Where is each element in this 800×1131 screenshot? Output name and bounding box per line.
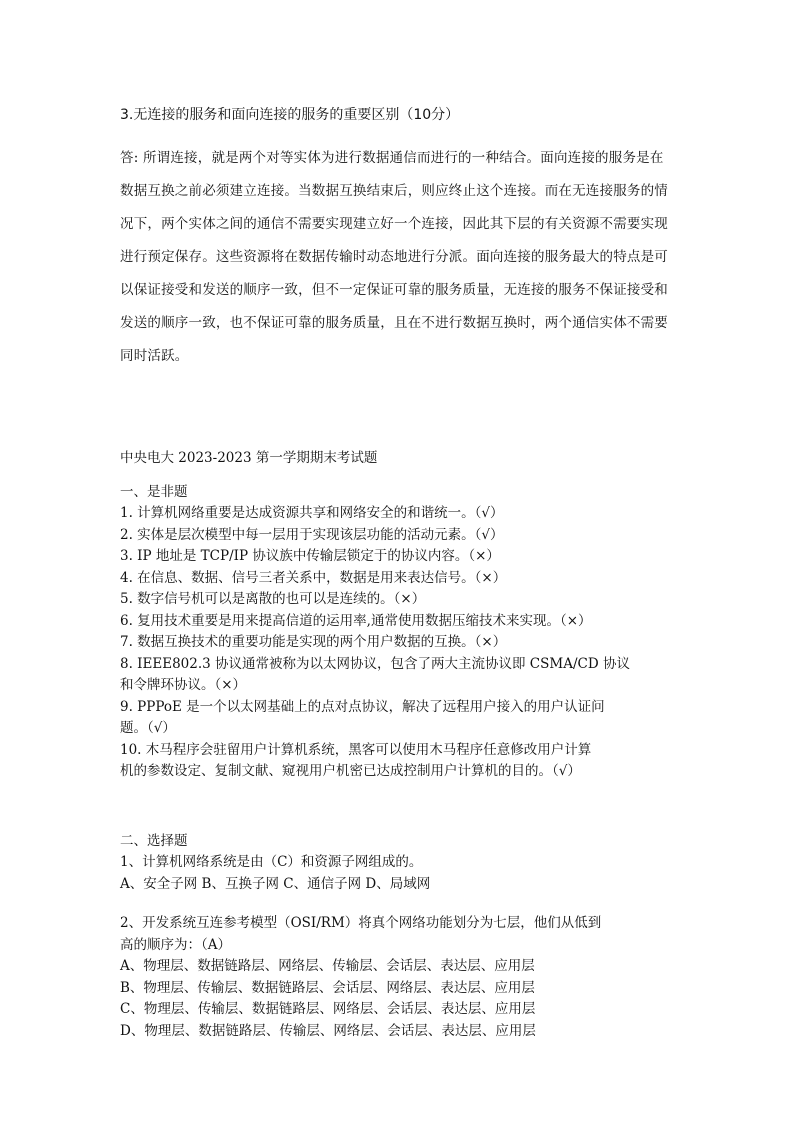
multiple-choice-heading: 二、选择题 (120, 832, 188, 849)
tf-item: 1. 计算机网络重要是达成资源共享和网络安全的和谐统一。（√） (120, 505, 504, 521)
tf-item: 8. IEEE802.3 协议通常被称为以太网协议，包含了两大主流协议即 CSMA/CD 协议 (120, 655, 630, 672)
question-2-option: A、物理层、数据链路层、网络层、传输层、会话层、表达层、应用层 (120, 958, 535, 974)
answer-line: 进行预定保存。这些资源将在数据传输时动态地进行分派。面向连接的服务最大的特点是可 (120, 249, 668, 265)
tf-item: 机的参数设定、复制文献、窥视用户机密已达成控制用户计算机的目的。（√） (120, 763, 581, 779)
answer-line: 发送的顺序一致，也不保证可靠的服务质量，且在不进行数据互换时，两个通信实体不需要 (120, 315, 668, 331)
exam-section (120, 448, 685, 1042)
true-false-heading: 一、是非题 (120, 483, 188, 500)
question-2-option: D、物理层、数据链路层、传输层、网络层、会话层、表达层、应用层 (120, 1022, 536, 1039)
tf-item: 6. 复用技术重要是用来提高信道的运用率,通常使用数据压缩技术来实现。（×） (120, 612, 592, 629)
tf-item: 2. 实体是层次模型中每一层用于实现该层功能的活动元素。（√） (120, 526, 504, 543)
answer-line: 数据互换之前必须建立连接。当数据互换结束后，则应终止这个连接。而在无连接服务的情 (120, 183, 668, 199)
tf-item: 7. 数据互换技术的重要功能是实现的两个用户数据的互换。（×） (120, 634, 507, 650)
question-2-text: 2、开发系统互连参考模型（OSI/RM）将真个网络功能划分为七层，他们从低到 (120, 915, 602, 931)
spacer (120, 783, 685, 831)
answer-line: 况下，两个实体之间的通信不需要实现建立好一个连接，因此其下层的有关资源不需要实现 (120, 216, 668, 232)
question-2-option: B、物理层、传输层、数据链路层、会话层、网络层、表达层、应用层 (120, 979, 535, 996)
tf-item: 5. 数字信号机可以是离散的也可以是连续的。（×） (120, 591, 426, 607)
tf-item: 和令牌环协议。（×） (120, 677, 247, 693)
section-3-title: 3.无连接的服务和面向连接的服务的重要区别（10分） (120, 107, 460, 123)
spacer (120, 895, 685, 913)
tf-item: 题。（√） (120, 720, 176, 736)
tf-item: 10. 木马程序会驻留用户计算机系统，黑客可以使用木马程序任意修改用户计算 (120, 741, 592, 758)
answer-line: 以保证接受和发送的顺序一致，但不一定保证可靠的服务质量，无连接的服务不保证接受和 (120, 282, 668, 298)
section-3-answer (120, 142, 680, 373)
question-1-options: A、安全子网 B、互换子网 C、通信子网 D、局域网 (120, 875, 431, 892)
question-2-text: 高的顺序为：（A） (120, 936, 231, 953)
answer-line: 同时活跃。 (120, 348, 189, 364)
tf-item: 9. PPPoE 是一个以太网基础上的点对点协议，解决了远程用户接入的用户认证问 (120, 698, 605, 715)
tf-item: 3. IP 地址是 TCP/IP 协议族中传输层锁定于的协议内容。（×） (120, 548, 500, 564)
exam-title: 中央电大 2023-2023 第一学期期末考试题 (120, 450, 378, 466)
tf-item: 4. 在信息、数据、信号三者关系中，数据是用来表达信号。（×） (120, 569, 507, 586)
question-1-text: 1、计算机网络系统是由（C）和资源子网组成的。 (120, 854, 423, 870)
answer-line: 答: 所谓连接，就是两个对等实体为进行数据通信而进行的一种结合。面向连接的服务是在 (120, 150, 664, 166)
question-2-option: C、物理层、传输层、数据链路层、网络层、会话层、表达层、应用层 (120, 1001, 536, 1017)
